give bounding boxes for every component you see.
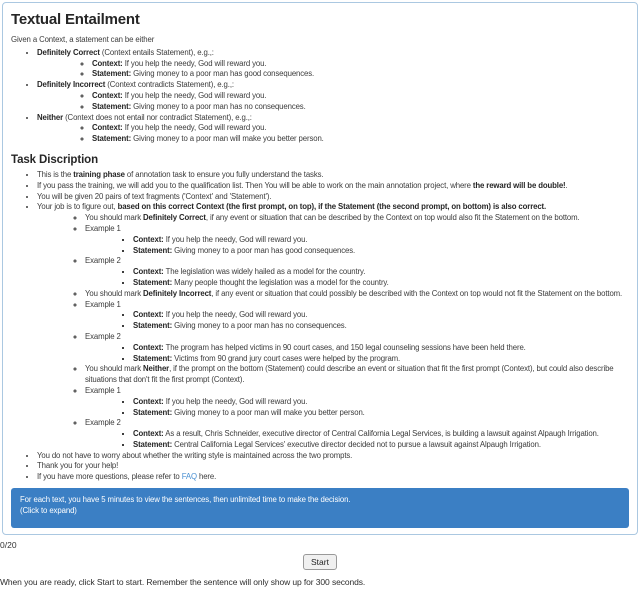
statement-line: [133, 440, 629, 451]
example-label: Example 2: [85, 331, 121, 341]
statement-text: Giving money to a poor man has good consequences.: [172, 245, 356, 255]
definition-term: Neither: [37, 112, 64, 122]
task-bullet-qualification: • If you pass the training, we will add you to the qualification list. Then You will be able to work on the main annotation project, where the reward will be double!.: [37, 181, 629, 192]
example-item: [85, 256, 629, 288]
context-text: The program has helped victims in 90 court cases, and 150 legal counseling sessions have been held there.: [163, 342, 526, 352]
example-pair-list: [85, 397, 629, 419]
statement-line: [133, 246, 629, 257]
example-pair-list: [85, 310, 629, 332]
context-line: [133, 267, 629, 278]
banner-expand-hint: (Click to expand): [20, 506, 77, 516]
statement-label: Statement:: [92, 134, 132, 144]
task-bullet-style: • You do not have to worry about whether the writing style is maintained across the two prompts.: [37, 451, 629, 462]
marking-rules-list: [37, 213, 629, 451]
context-line: [92, 91, 629, 102]
context-line: [133, 235, 629, 246]
task-bullet-job: • Your job is to figure out, based on this correct Context (the first prompt, on top), if the Statement (the second prompt, on bottom) is also correct. ◦ You should mark Definitely Correct, if any event or situation that can be described by the Context on top would also fit the Statement on the bottom. ◦ Example 1 ▪ Context: If you help the needy, God will reward you. ▪ Statement: Giving money to a poor man has good consequences. ◦ Example 2 ▪ Context: The legislation was widely hailed as a model for the country. ▪ Statement: Many people thought the legislation was a model for the country. ◦ You should mark Definitely Incorrect, if any event or situation that could possibly be described with the Context on top would not fit the Statement on the bottom. ◦ Example 1 ▪ Context: If you help the needy, God will reward you. ▪ Statement: Giving money to a poor man has no consequences. ◦ Example 2 ▪ Context: The program has helped victims in 90 court cases, and 150 legal counseling sessions have been held there. ▪ Statement: Victims from 90 grand jury court cases were helped by the program. ◦ You should mark Neither, if the prompt on the bottom (Statement) could describe an event or situation that fit the first prompt (Context), but could also describe situations that don't fit the first prompt (Context). ◦ Example 1 ▪ Context: If you help the needy, God will reward you. ▪ Statement: Giving money to a poor man will make you better person. ◦ Example 2 ▪ Context: As a result, Chris Schneider, executive director of Central California Legal Services, is building a lawsuit against Alpaugh Irrigation. ▪ Statement: Central California Legal Services' executive director decided not to pursue a lawsuit against Alpaugh Irrigation.: [37, 202, 629, 450]
progress-counter: 0/20: [0, 540, 17, 551]
start-button[interactable]: Start: [303, 554, 337, 570]
example-label: Example 1: [85, 299, 121, 309]
context-text: If you help the needy, God will reward you.: [163, 396, 308, 406]
statement-line: [133, 278, 629, 289]
statement-label: Statement:: [133, 439, 173, 449]
context-label: Context:: [133, 234, 164, 244]
example-pair-list: [85, 235, 629, 257]
context-line: [133, 343, 629, 354]
task-description-list: [11, 170, 629, 483]
statement-text: Giving money to a poor man has no consequences.: [131, 101, 306, 111]
task-bullet-training-phase: • This is the training phase of annotation task to ensure you fully understand the tasks.: [37, 170, 629, 181]
statement-label: Statement:: [133, 353, 173, 363]
definition-term: Definitely Correct: [37, 47, 100, 57]
example-pair-list: [85, 267, 629, 289]
context-label: Context:: [92, 58, 123, 68]
instructions-panel: [2, 2, 638, 535]
definition-example-list: [37, 91, 629, 113]
example-item: [85, 300, 629, 332]
entailment-definitions-list: [11, 48, 629, 145]
context-text: As a result, Chris Schneider, executive director of Central California Legal Services, is building a lawsuit against Alpaugh Irrigation.: [163, 429, 599, 439]
definition-item-definitely-incorrect: [37, 80, 629, 112]
context-label: Context:: [133, 267, 164, 277]
statement-text: Victims from 90 grand jury court cases were helped by the program.: [172, 353, 401, 363]
definition-example-list: [37, 123, 629, 145]
statement-text: Central California Legal Services' executive director decided not to pursue a lawsuit against Alpaugh Irrigation.: [172, 439, 541, 449]
statement-line: [133, 321, 629, 332]
context-label: Context:: [133, 396, 164, 406]
definition-rest: (Context contradicts Statement), e.g.,:: [105, 80, 234, 90]
context-line: [133, 429, 629, 440]
task-bullet-pairs: • You will be given 20 pairs of text fragments ('Context' and 'Statement').: [37, 192, 629, 203]
statement-label: Statement:: [133, 407, 173, 417]
statement-text: Giving money to a poor man has good consequences.: [131, 69, 315, 79]
example-item: [85, 418, 629, 450]
statement-label: Statement:: [92, 69, 132, 79]
statement-label: Statement:: [92, 101, 132, 111]
context-label: Context:: [92, 123, 123, 133]
statement-text: Giving money to a poor man has no consequences.: [172, 321, 347, 331]
definition-item-neither: [37, 113, 629, 145]
context-text: If you help the needy, God will reward you.: [122, 123, 267, 133]
rule-definitely-incorrect: ◦ You should mark Definitely Incorrect, if any event or situation that could possibly be described with the Context on top would not fit the Statement on the bottom.: [85, 289, 629, 300]
example-label: Example 1: [85, 223, 121, 233]
statement-line: [92, 69, 629, 80]
context-text: If you help the needy, God will reward you.: [122, 90, 267, 100]
statement-text: Giving money to a poor man will make you better person.: [131, 134, 324, 144]
statement-label: Statement:: [133, 277, 173, 287]
context-label: Context:: [92, 90, 123, 100]
definition-term: Definitely Incorrect: [37, 80, 106, 90]
context-text: If you help the needy, God will reward you.: [163, 310, 308, 320]
statement-label: Statement:: [133, 321, 173, 331]
context-line: [92, 123, 629, 134]
context-text: If you help the needy, God will reward you.: [122, 58, 267, 68]
statement-line: [92, 134, 629, 145]
example-label: Example 1: [85, 385, 121, 395]
context-line: [92, 59, 629, 70]
definition-rest: (Context does not entail nor contradict Statement), e.g.,:: [63, 112, 252, 122]
definition-rest: (Context entails Statement), e.g.,:: [99, 47, 214, 57]
statement-line: [133, 408, 629, 419]
statement-text: Giving money to a poor man will make you better person.: [172, 407, 365, 417]
example-item: [85, 224, 629, 256]
definition-item-definitely-correct: [37, 48, 629, 80]
context-text: The legislation was widely hailed as a model for the country.: [163, 267, 366, 277]
definition-example-list: [37, 59, 629, 81]
start-instructions-note: When you are ready, click Start to start. Remember the sentence will only show up for 300 seconds.: [0, 577, 366, 588]
example-pair-list: [85, 429, 629, 451]
rule-definitely-correct: ◦ You should mark Definitely Correct, if any event or situation that can be described by the Context on top would also fit the Statement on the bottom.: [85, 213, 629, 224]
context-text: If you help the needy, God will reward you.: [163, 234, 308, 244]
statement-label: Statement:: [133, 245, 173, 255]
example-label: Example 2: [85, 418, 121, 428]
task-description-heading: Task Discription: [11, 153, 99, 166]
statement-line: [133, 354, 629, 365]
timer-banner[interactable]: [11, 488, 629, 528]
context-line: [133, 310, 629, 321]
context-line: [133, 397, 629, 408]
statement-line: [92, 102, 629, 113]
example-item: [85, 332, 629, 364]
start-button-row: [0, 554, 640, 570]
example-pair-list: [85, 343, 629, 365]
context-label: Context:: [133, 429, 164, 439]
task-bullet-faq: • If you have more questions, please refer to FAQ here.: [37, 472, 629, 483]
task-bullet-thanks: • Thank you for your help!: [37, 461, 629, 472]
page-title: Textual Entailment: [11, 11, 140, 28]
example-item: [85, 386, 629, 418]
context-label: Context:: [133, 310, 164, 320]
example-label: Example 2: [85, 256, 121, 266]
context-label: Context:: [133, 342, 164, 352]
intro-text: Given a Context, a statement can be either: [11, 35, 155, 44]
statement-text: Many people thought the legislation was a model for the country.: [172, 277, 389, 287]
faq-link[interactable]: FAQ: [181, 472, 197, 482]
rule-neither: ◦ You should mark Neither, if the prompt on the bottom (Statement) could describe an event or situation that fit the first prompt (Context), but could also describe situations that don't fit the first prompt (Context).: [85, 364, 629, 386]
banner-timer-text: For each text, you have 5 minutes to view the sentences, then unlimited time to make the decision.: [20, 495, 351, 505]
